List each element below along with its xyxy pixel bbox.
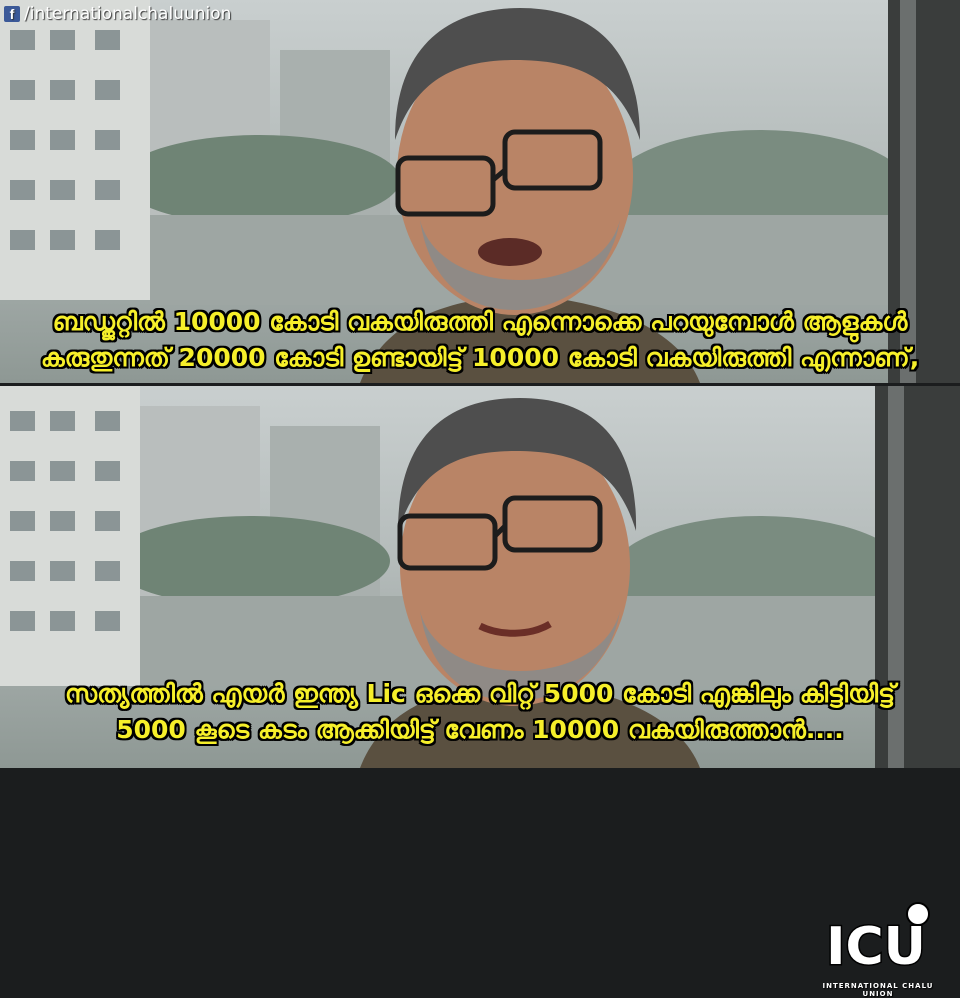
logo-monogram: ICU — [826, 917, 926, 977]
meme-panel-top — [0, 0, 960, 383]
person-mouth — [478, 238, 542, 266]
caption-top — [0, 304, 960, 376]
trees — [110, 516, 390, 606]
facebook-icon: f — [4, 6, 20, 22]
brand-logo — [818, 896, 938, 996]
watermark-text: /internationalchaluunion — [24, 4, 232, 24]
page-watermark — [4, 2, 231, 26]
logo-caption: INTERNATIONAL CHALU UNION — [822, 982, 934, 998]
logo-mark — [818, 896, 938, 982]
meme-panel-bottom — [0, 386, 960, 998]
caption-line: ബഡ്ജറ്റിൽ 10000 കോടി വകയിരുത്തി എന്നൊക്കെ പറയുമ്പോൾ ആളുകൾ — [52, 307, 908, 336]
caption-bottom — [0, 676, 960, 748]
caption-line: 5000 കൂടെ കടം ആക്കിയിട്ട് വേണം 10000 വകയിരുത്താൻ.... — [116, 715, 844, 744]
trees — [120, 135, 400, 225]
caption-line: സത്യത്തിൽ എയർ ഇന്ത്യ Lic ഒക്കെ വിറ്റ് 5000 കോടി എങ്കിലും കിട്ടിയിട്ട് — [65, 679, 895, 708]
caption-line: കരുതുന്നത് 20000 കോടി ഉണ്ടായിട്ട് 10000 കോടി വകയിരുത്തി എന്നാണ്, — [40, 343, 920, 372]
